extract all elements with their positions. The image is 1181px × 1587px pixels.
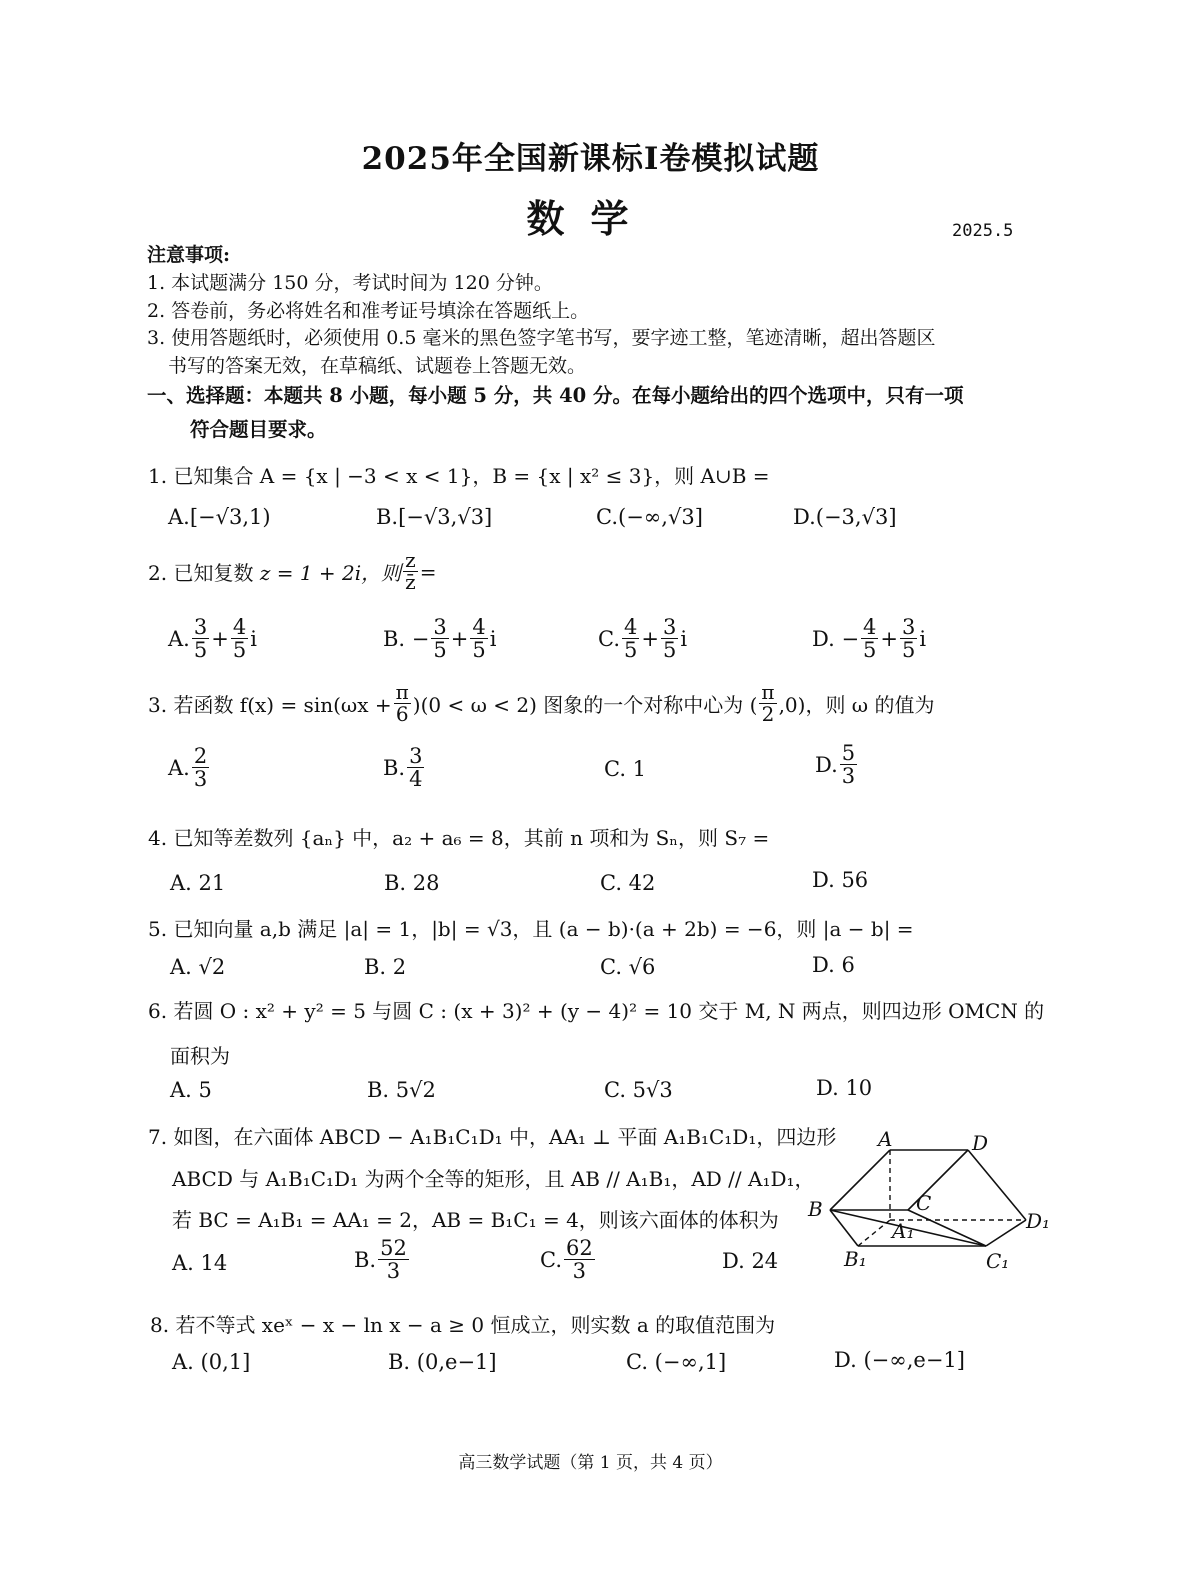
- q6-option-c: C. 5√3: [604, 1078, 673, 1102]
- imaginary-unit: i: [489, 626, 497, 651]
- fraction-denominator: 5: [863, 638, 877, 663]
- note-item: 2. 答卷前，务必将姓名和准考证号填涂在答题纸上。: [147, 300, 590, 322]
- q4-option-d: D. 56: [812, 868, 869, 892]
- q2-option-b: [383, 616, 496, 661]
- q8-option-a: A. (0,1]: [172, 1350, 251, 1374]
- fraction-denominator: 2: [761, 702, 775, 726]
- exam-date: 2025.5: [952, 221, 1014, 241]
- fraction-denominator: 3: [386, 1259, 401, 1284]
- question-3-stem: [148, 682, 934, 725]
- q5-option-c: C. √6: [600, 955, 656, 979]
- question-5-stem: 5. 已知向量 a,b 满足 |a| = 1，|b| = √3，且 (a − b)·(a + 2b) = −6，则 |a − b| =: [148, 917, 914, 941]
- imaginary-unit: i: [680, 626, 688, 651]
- q6-option-a: A. 5: [170, 1078, 212, 1102]
- fraction-numerator: 5: [841, 741, 856, 765]
- fraction: [192, 745, 209, 790]
- fraction-denominator: 5: [472, 638, 486, 663]
- vertex-label-d1: D₁: [1026, 1209, 1051, 1233]
- q6-option-d: D. 10: [816, 1076, 873, 1100]
- q5-option-a: A. √2: [170, 955, 226, 979]
- fraction-denominator: 3: [841, 764, 856, 789]
- q3-option-b: [383, 745, 426, 790]
- question-7-stem-cont: ABCD 与 A₁B₁C₁D₁ 为两个全等的矩形，且 AB // A₁B₁，AD // A₁D₁，: [172, 1167, 815, 1191]
- fraction-numerator: 4: [472, 615, 486, 639]
- q2-stem-mid: z = 1 + 2i，则: [259, 561, 402, 585]
- fraction: [622, 616, 639, 661]
- vertex-label-d: D: [972, 1131, 989, 1155]
- fraction-denominator: 3: [193, 767, 208, 792]
- vertex-label-c: C: [916, 1191, 932, 1215]
- fraction-numerator: 3: [662, 615, 677, 639]
- option-letter: D. −: [812, 626, 860, 651]
- q2-stem-prefix: 2. 已知复数: [148, 561, 254, 585]
- fraction-numerator: 2: [193, 744, 208, 768]
- fraction: [564, 1237, 595, 1282]
- q5-option-d: D. 6: [812, 953, 855, 977]
- question-8-stem: 8. 若不等式 xeˣ − x − ln x − a ≥ 0 恒成立，则实数 a 的取值范围为: [150, 1313, 776, 1337]
- q7-option-b: [354, 1237, 411, 1282]
- page-footer: 高三数学试题（第 1 页，共 4 页）: [458, 1453, 723, 1473]
- q4-option-a: A. 21: [170, 871, 226, 895]
- q1-option-b: B.[−√3,√3]: [376, 505, 493, 529]
- question-4-stem: 4. 已知等差数列 {aₙ} 中，a₂ + a₆ = 8，其前 n 项和为 Sₙ，则 S₇ =: [148, 826, 770, 850]
- q1-option-d: D.(−3,√3]: [793, 505, 897, 529]
- question-2-stem: [148, 550, 436, 593]
- option-letter: A.: [168, 626, 190, 651]
- edge-dd1: [968, 1150, 1026, 1220]
- question-1-stem: 1. 已知集合 A = {x | −3 < x < 1}，B = {x | x² ≤ 3}，则 A∪B =: [148, 464, 770, 488]
- fraction-denominator: z̄: [405, 570, 416, 594]
- plus-sign: +: [211, 626, 229, 651]
- q3-option-c: C. 1: [604, 757, 647, 781]
- q3-stem-suffix: ,0)，则 ω 的值为: [778, 693, 935, 717]
- fraction: [378, 1237, 409, 1282]
- plus-sign: +: [450, 626, 469, 651]
- imaginary-unit: i: [919, 626, 927, 651]
- q2-fraction: [403, 550, 418, 593]
- exam-title: 2025年全国新课标Ⅰ卷模拟试题: [361, 141, 820, 177]
- option-letter: A.: [168, 755, 190, 780]
- plus-sign: +: [641, 626, 659, 651]
- option-letter: C.: [540, 1247, 562, 1272]
- fraction-denominator: 5: [193, 638, 208, 663]
- fraction-numerator: π: [761, 680, 775, 704]
- q3-stem-prefix: 3. 若函数 f(x) = sin(ωx +: [148, 693, 392, 717]
- q6-option-b: B. 5√2: [367, 1078, 436, 1102]
- fraction-numerator: 52: [380, 1236, 407, 1260]
- note-item: 书写的答案无效，在草稿纸、试题卷上答题无效。: [168, 355, 587, 377]
- subject-title: 数学: [526, 196, 655, 241]
- question-7-stem: 7. 如图，在六面体 ABCD − A₁B₁C₁D₁ 中，AA₁ ⊥ 平面 A₁B₁C₁D₁，四边形: [148, 1125, 837, 1149]
- vertex-label-a: A: [878, 1127, 893, 1151]
- q3-stem-mid: )(0 < ω < 2) 图象的一个对称中心为 (: [412, 693, 758, 717]
- fraction-denominator: 4: [409, 767, 423, 792]
- q1-option-a: A.[−√3,1): [168, 505, 271, 529]
- q7-option-d: D. 24: [722, 1249, 779, 1273]
- q2-stem-suffix: =: [419, 559, 437, 584]
- q4-option-c: C. 42: [600, 871, 656, 895]
- fraction-denominator: 5: [232, 638, 247, 663]
- vertex-label-a1: A₁: [892, 1219, 915, 1243]
- q5-option-b: B. 2: [364, 955, 407, 979]
- fraction-numerator: 3: [902, 615, 916, 639]
- fraction-numerator: π: [395, 680, 409, 704]
- option-letter: B.: [383, 755, 406, 780]
- fraction: [900, 616, 917, 661]
- q4-option-b: B. 28: [384, 871, 440, 895]
- fraction-numerator: 62: [566, 1236, 593, 1260]
- edge-ab: [830, 1150, 890, 1210]
- edge-c1d1: [986, 1220, 1026, 1246]
- edge-a1b1-hidden: [858, 1220, 890, 1246]
- fraction: [192, 616, 209, 661]
- fraction-denominator: 5: [902, 638, 916, 663]
- q3-option-a: [168, 745, 211, 790]
- question-6-stem-cont: 面积为: [170, 1044, 230, 1068]
- q8-option-b: B. (0,e−1]: [388, 1350, 497, 1374]
- q1-option-c: C.(−∞,√3]: [596, 505, 703, 529]
- note-item: 3. 使用答题纸时，必须使用 0.5 毫米的黑色签字笔书写，要字迹工整，笔迹清晰，超出答题区: [147, 327, 936, 349]
- vertex-label-c1: C₁: [986, 1249, 1010, 1273]
- option-letter: C.: [598, 626, 620, 651]
- fraction: [470, 616, 487, 661]
- fraction: [661, 616, 678, 661]
- q7-option-a: A. 14: [172, 1251, 228, 1275]
- q7-option-c: [540, 1237, 597, 1282]
- fraction-denominator: 5: [624, 638, 638, 663]
- fraction-denominator: 5: [433, 638, 447, 663]
- section-heading: 一、选择题：本题共 8 小题，每小题 5 分，共 40 分。在每小题给出的四个选项中，只有一项: [147, 384, 964, 407]
- q8-option-d: D. (−∞,e−1]: [834, 1348, 965, 1372]
- fraction-numerator: 3: [433, 615, 447, 639]
- hexahedron-figure: [800, 1122, 1060, 1282]
- option-letter: B. −: [383, 626, 430, 651]
- fraction: [840, 742, 857, 787]
- fraction-numerator: 4: [863, 615, 877, 639]
- fraction-denominator: 5: [662, 638, 677, 663]
- plus-sign: +: [880, 626, 899, 651]
- fraction-numerator: z: [405, 548, 416, 572]
- vertex-label-b: B: [808, 1197, 823, 1221]
- fraction-denominator: 6: [395, 702, 409, 726]
- fraction: [394, 682, 411, 725]
- q2-option-a: [168, 616, 257, 661]
- fraction-numerator: 3: [193, 615, 208, 639]
- note-item: 1. 本试题满分 150 分，考试时间为 120 分钟。: [147, 272, 553, 294]
- edge-cc1: [908, 1210, 986, 1246]
- notes-heading: 注意事项:: [147, 244, 231, 266]
- q2-option-c: [598, 616, 687, 661]
- fraction-numerator: 3: [409, 744, 423, 768]
- q2-option-d: [812, 616, 926, 661]
- fraction-numerator: 4: [232, 615, 247, 639]
- fraction-numerator: 4: [624, 615, 638, 639]
- fraction: [231, 616, 248, 661]
- fraction: [407, 745, 424, 790]
- question-7-stem-cont: 若 BC = A₁B₁ = AA₁ = 2，AB = B₁C₁ = 4，则该六面体的体积为: [172, 1208, 779, 1232]
- fraction: [759, 682, 776, 725]
- section-heading: 符合题目要求。: [190, 418, 327, 441]
- fraction: [861, 616, 878, 661]
- fraction-denominator: 3: [572, 1259, 587, 1284]
- option-letter: B.: [354, 1247, 377, 1272]
- question-6-stem: 6. 若圆 O : x² + y² = 5 与圆 C : (x + 3)² + (y − 4)² = 10 交于 M, N 两点，则四边形 OMCN 的: [148, 999, 1045, 1023]
- q8-option-c: C. (−∞,1]: [626, 1350, 727, 1374]
- vertex-label-b1: B₁: [844, 1247, 867, 1271]
- fraction: [431, 616, 448, 661]
- imaginary-unit: i: [250, 626, 257, 651]
- option-letter: D.: [815, 752, 838, 777]
- q3-option-d: [815, 742, 859, 787]
